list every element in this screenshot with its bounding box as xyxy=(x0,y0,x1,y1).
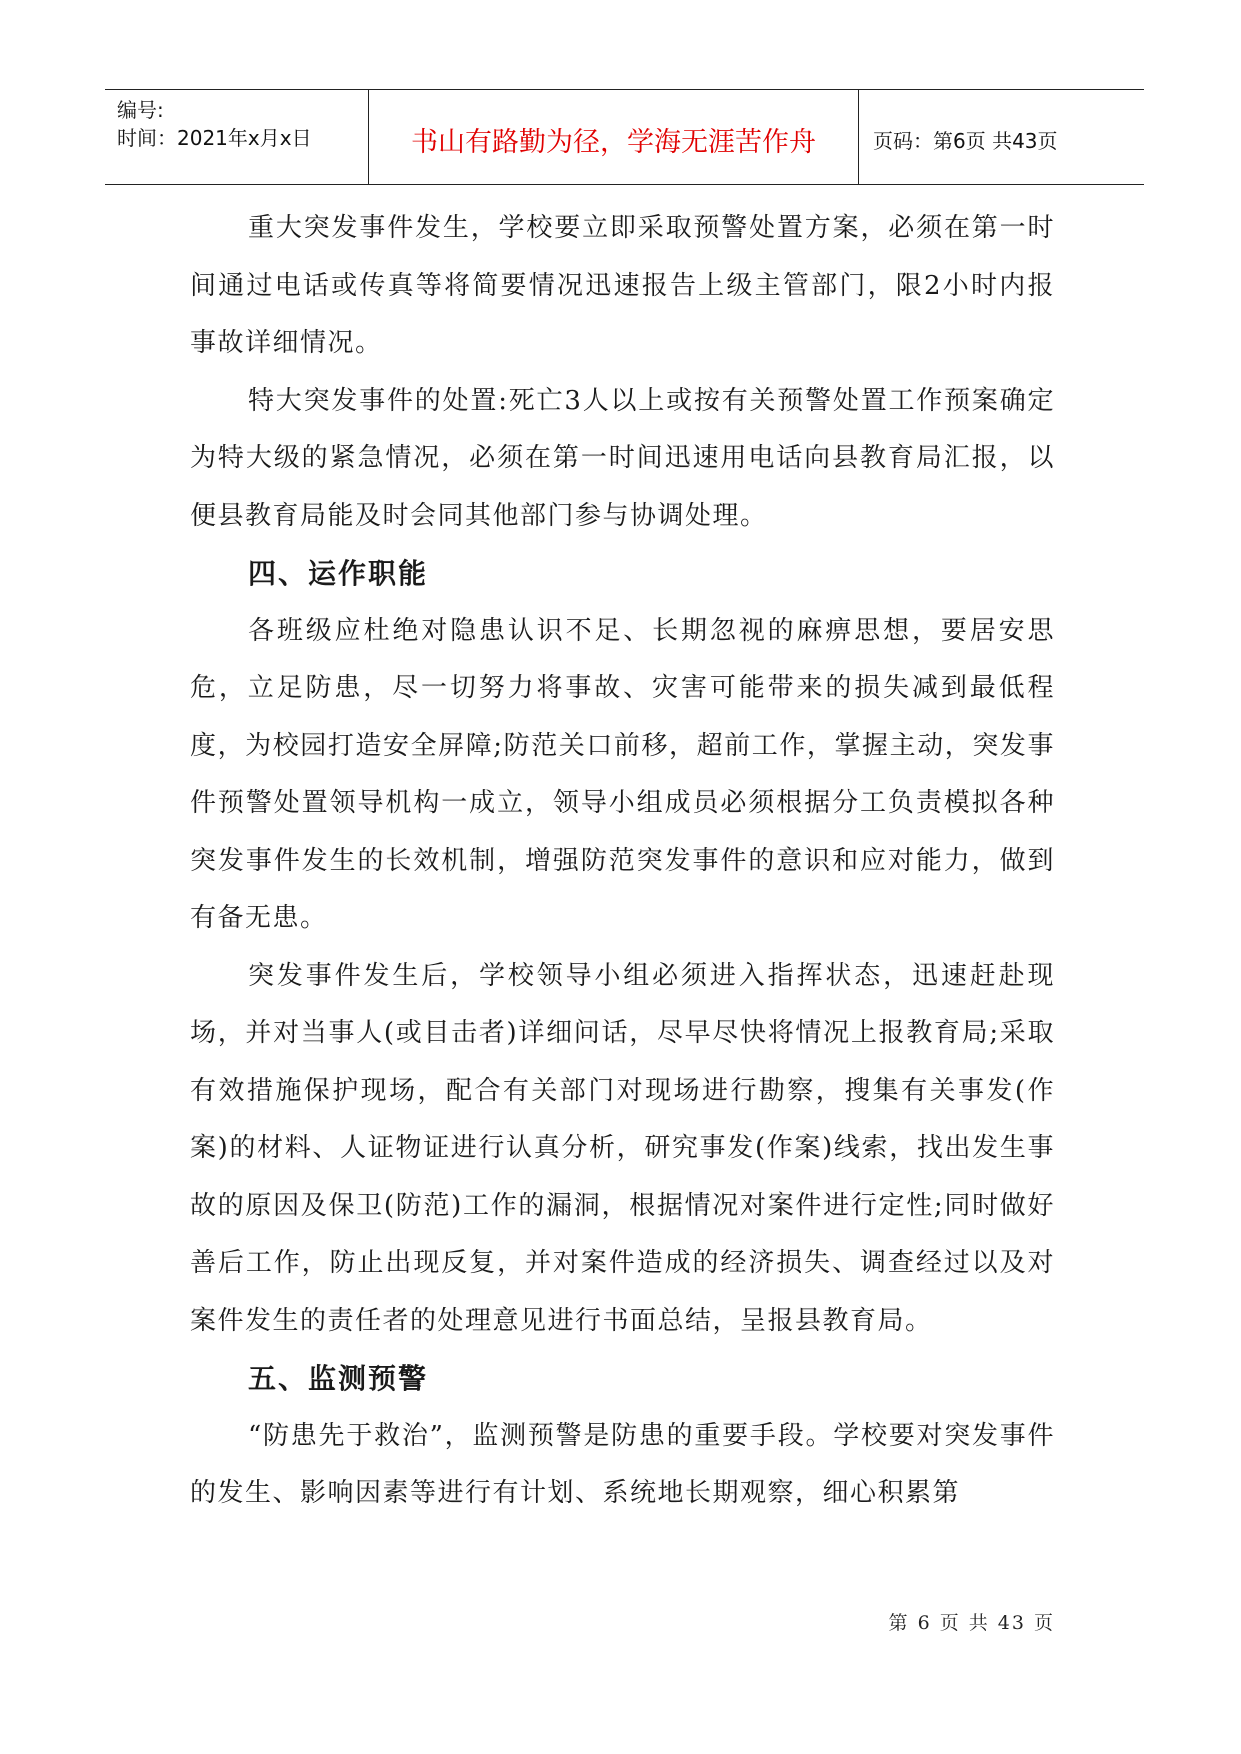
paragraph: 重大突发事件发生，学校要立即采取预警处置方案，必须在第一时间通过电话或传真等将简要情况迅速报告上级主管部门，限2小时内报事故详细情况。 xyxy=(190,213,1055,358)
document-body xyxy=(190,200,1055,1523)
header-motto-cell xyxy=(368,90,859,184)
paragraph: “防患先于救治”，监测预警是防患的重要手段。学校要对突发事件的发生、影响因素等进行有计划、系统地长期观察，细心积累第 xyxy=(190,1420,1055,1508)
header-left-cell xyxy=(105,90,368,184)
header-motto: 书山有路勤为径，学海无涯苦作舟 xyxy=(411,127,816,158)
header-right-cell xyxy=(859,90,1144,184)
section-heading: 五、监测预警 xyxy=(248,1362,429,1395)
header-page-code: 页码：第6页 共43页 xyxy=(873,129,1058,153)
page-header xyxy=(105,89,1144,185)
document-number-label: 编号: xyxy=(117,98,164,122)
page-footer: 第 6 页 共 43 页 xyxy=(888,1612,1055,1634)
paragraph: 突发事件发生后，学校领导小组必须进入指挥状态，迅速赶赴现场，并对当事人(或目击者)详细问话，尽早尽快将情况上报教育局;采取有效措施保护现场，配合有关部门对现场进行勘察，搜集有关事发(作案)的材料、人证物证进行认真分析，研究事发(作案)线索，找出发生事故的原因及保卫(防范)工作的漏洞，根据情况对案件进行定性;同时做好善后工作，防止出现反复，并对案件造成的经济损失、调查经过以及对案件发生的责任者的处理意见进行书面总结，呈报县教育局。 xyxy=(190,960,1055,1336)
section-heading: 四、运作职能 xyxy=(248,557,429,590)
paragraph: 特大突发事件的处置:死亡3人以上或按有关预警处置工作预案确定为特大级的紧急情况，必须在第一时间迅速用电话向县教育局汇报，以便县教育局能及时会同其他部门参与协调处理。 xyxy=(190,385,1055,531)
paragraph: 各班级应杜绝对隐患认识不足、长期忽视的麻痹思想，要居安思危，立足防患，尽一切努力将事故、灾害可能带来的损失减到最低程度，为校园打造安全屏障;防范关口前移，超前工作，掌握主动，突发事件预警处置领导机构一成立，领导小组成员必须根据分工负责模拟各种突发事件发生的长效机制，增强防范突发事件的意识和应对能力，做到有备无患。 xyxy=(190,615,1055,933)
document-time-label: 时间：2021年x月x日 xyxy=(117,126,312,150)
